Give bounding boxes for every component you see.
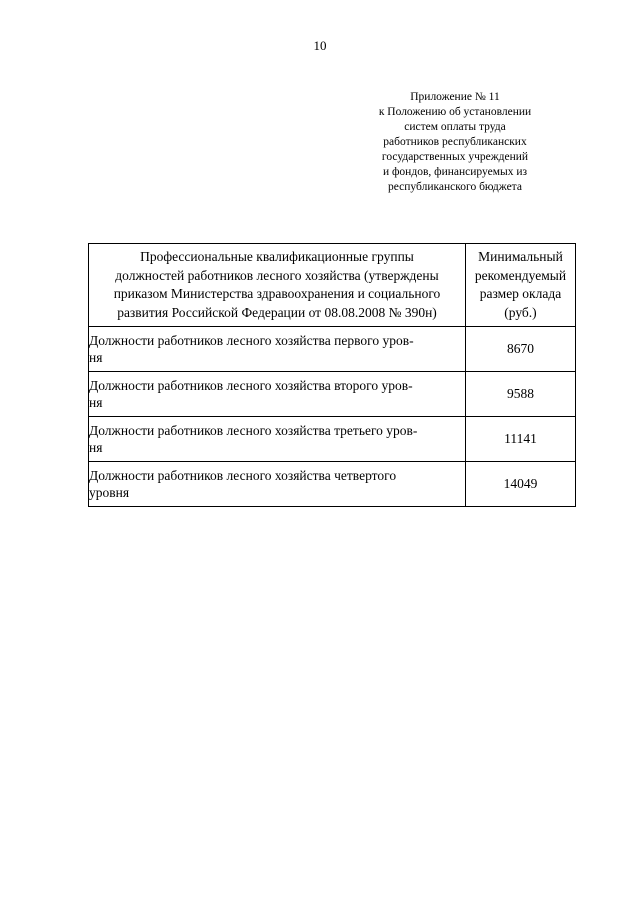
salary-table	[88, 243, 576, 507]
appendix-line: систем оплаты труда	[404, 121, 506, 133]
table-header-row	[89, 244, 576, 327]
table-row	[89, 417, 576, 462]
header-qualification-groups	[89, 244, 466, 327]
position-name	[89, 462, 466, 507]
header-line: рекомендуемый	[474, 267, 567, 283]
appendix-line: и фондов, финансируемых из	[382, 166, 528, 178]
position-name-line: Должности работников лесного хозяйства четвертого	[89, 468, 397, 483]
table-row	[89, 372, 576, 417]
salary-value: 9588	[466, 372, 576, 417]
header-line: развития Российской Федерации от 08.08.2008 № 390н)	[117, 304, 437, 320]
header-line: должностей работников лесного хозяйства (утверждены	[115, 267, 439, 283]
page-number: 10	[313, 38, 327, 53]
table-row	[89, 462, 576, 507]
header-line: размер оклада	[479, 286, 562, 301]
position-name	[89, 417, 466, 462]
position-name	[89, 372, 466, 417]
position-name-line: Должности работников лесного хозяйства второго уров-	[89, 378, 413, 393]
position-name-line: ня	[89, 395, 103, 410]
position-name	[89, 327, 466, 372]
appendix-line: государственных учреждений	[381, 151, 529, 163]
salary-value: 14049	[466, 462, 576, 507]
position-name-line: ня	[89, 440, 103, 455]
position-name-line: уровня	[89, 485, 130, 500]
position-name-line: Должности работников лесного хозяйства первого уров-	[89, 333, 414, 348]
appendix-heading	[340, 90, 570, 195]
header-line: Минимальный	[478, 249, 563, 264]
header-line: приказом Министерства здравоохранения и социального	[113, 286, 441, 301]
header-min-salary	[466, 244, 576, 327]
appendix-line: работников республиканских	[383, 136, 527, 148]
salary-value: 11141	[466, 417, 576, 462]
position-name-line: ня	[89, 350, 103, 365]
appendix-line: Приложение № 11	[410, 91, 500, 103]
position-name-line: Должности работников лесного хозяйства третьего уров-	[89, 423, 418, 438]
salary-value: 8670	[466, 327, 576, 372]
table-row	[89, 327, 576, 372]
header-line: Профессиональные квалификационные группы	[140, 249, 414, 264]
appendix-line: к Положению об установлении	[378, 106, 532, 118]
header-line: (руб.)	[504, 304, 537, 320]
appendix-line: республиканского бюджета	[388, 181, 522, 193]
